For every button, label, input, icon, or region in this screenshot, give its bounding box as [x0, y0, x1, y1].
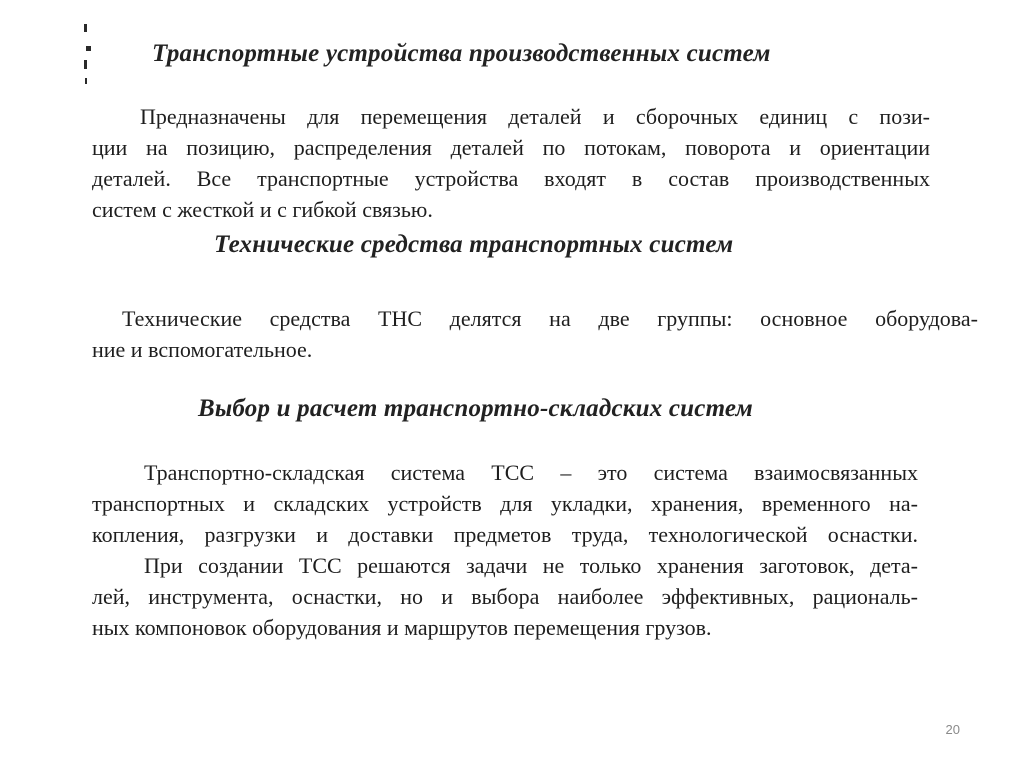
paragraph-warehouse-systems — [92, 457, 918, 643]
page-number: 20 — [945, 722, 960, 737]
heading-transport-devices: Транспортные устройства производственных систем — [152, 40, 771, 67]
text-line: ние и вспомогательное. — [92, 337, 313, 362]
paragraph-technical-means — [92, 303, 978, 365]
text-line: лей, инструмента, оснастки, но и выбора наиболее эффективных, рациональ- — [92, 584, 918, 609]
text-line: Транспортно-складская система ТСС – это система взаимосвязанных — [144, 460, 918, 485]
text-line: систем с жесткой и с гибкой связью. — [92, 197, 433, 222]
text-line: Предназначены для перемещения деталей и сборочных единиц с пози- — [140, 104, 930, 129]
paragraph-transport-devices — [92, 101, 930, 225]
text-line: транспортных и складских устройств для укладки, хранения, временного на- — [92, 491, 918, 516]
text-line: ции на позицию, распределения деталей по потокам, поворота и ориентации — [92, 135, 930, 160]
heading-technical-means: Технические средства транспортных систем — [214, 231, 734, 258]
text-line: деталей. Все транспортные устройства входят в состав производственных — [92, 166, 930, 191]
text-line: Технические средства ТНС делятся на две группы: основное оборудова- — [122, 306, 978, 331]
text-line: копления, разгрузки и доставки предметов труда, технологической оснастки. — [92, 522, 918, 547]
heading-warehouse-systems: Выбор и расчет транспортно-складских систем — [198, 395, 753, 422]
text-line: При создании ТСС решаются задачи не только хранения заготовок, дета- — [144, 553, 918, 578]
text-line: ных компоновок оборудования и маршрутов перемещения грузов. — [92, 615, 712, 640]
scan-artifact-marks — [84, 24, 94, 94]
